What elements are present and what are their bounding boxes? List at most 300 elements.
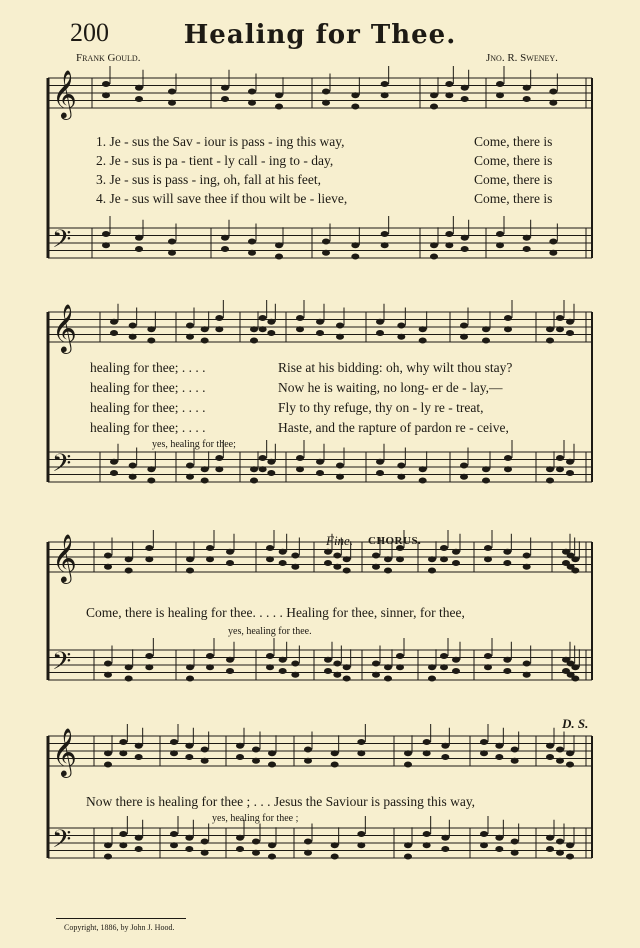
note-head — [250, 338, 258, 344]
note-head — [168, 100, 176, 106]
note-head — [125, 568, 133, 574]
note-head — [147, 338, 155, 344]
note-head — [129, 463, 137, 469]
echo-text: yes, healing for thee. — [228, 626, 312, 637]
verse-line: Je - sus the Sav - iour is pass - ing this way, — [109, 134, 345, 149]
note-head — [215, 315, 223, 321]
note-head — [296, 455, 304, 461]
note-head — [428, 556, 436, 562]
note-head — [480, 842, 488, 848]
verse-line: Je - sus is pass - ing, oh, fall at his feet, — [109, 172, 321, 187]
note-head — [496, 231, 504, 237]
note-head — [267, 319, 275, 325]
note-head — [549, 89, 557, 95]
note-head — [496, 81, 504, 87]
note-head — [226, 560, 234, 566]
note-head — [333, 564, 341, 570]
note-head — [135, 835, 143, 841]
note-head — [372, 564, 380, 570]
note-head — [186, 664, 194, 670]
note-head — [170, 831, 178, 837]
note-head — [452, 657, 460, 663]
note-head — [441, 846, 449, 852]
note-head — [484, 664, 492, 670]
note-head — [168, 239, 176, 245]
note-head — [496, 242, 504, 248]
note-head — [441, 835, 449, 841]
note-head — [480, 831, 488, 837]
note-head — [336, 323, 344, 329]
note-head — [185, 754, 193, 760]
note-head — [376, 459, 384, 465]
note-head — [333, 553, 341, 559]
note-head — [381, 242, 389, 248]
note-head — [419, 326, 427, 332]
note-head — [296, 466, 304, 472]
refrain-start: healing for thee; . . . . — [90, 420, 206, 435]
note-head — [201, 326, 209, 332]
note-head — [445, 81, 453, 87]
note-head — [104, 854, 112, 860]
note-head — [221, 96, 229, 102]
note-head — [206, 545, 214, 551]
note-head — [186, 334, 194, 340]
note-head — [206, 556, 214, 562]
note-head — [404, 854, 412, 860]
note-head — [351, 242, 359, 248]
note-head — [170, 750, 178, 756]
note-head — [351, 104, 359, 110]
note-head — [419, 338, 427, 344]
note-head — [357, 842, 365, 848]
note-head — [503, 549, 511, 555]
note-head — [201, 850, 209, 856]
note-head — [226, 668, 234, 674]
note-head — [441, 754, 449, 760]
hymn-title: Healing for Thee. — [183, 20, 457, 50]
note-head — [343, 568, 351, 574]
note-head — [495, 743, 503, 749]
note-head — [145, 664, 153, 670]
note-head — [419, 466, 427, 472]
verse-end: Come, there is — [474, 191, 553, 206]
composer-credit: Jno. R. Sweney. — [486, 52, 558, 64]
note-head — [268, 762, 276, 768]
note-head — [252, 747, 260, 753]
note-head — [316, 330, 324, 336]
note-head — [397, 463, 405, 469]
refrain-start: healing for thee; . . . . — [90, 360, 206, 375]
note-head — [221, 246, 229, 252]
note-head — [135, 754, 143, 760]
page-number: 200 — [70, 18, 109, 47]
note-head — [275, 104, 283, 110]
note-head — [452, 668, 460, 674]
note-head — [296, 326, 304, 332]
note-head — [546, 754, 554, 760]
refrain-start: healing for thee; . . . . — [90, 380, 206, 395]
note-head — [185, 835, 193, 841]
note-head — [523, 96, 531, 102]
note-head — [504, 315, 512, 321]
note-head — [546, 466, 554, 472]
note-head — [333, 661, 341, 667]
verse-line: Je - sus will save thee if thou wilt be - lieve, — [109, 191, 348, 206]
note-head — [259, 326, 267, 332]
note-head — [316, 459, 324, 465]
note-head — [523, 85, 531, 91]
note-head — [236, 743, 244, 749]
note-head — [304, 839, 312, 845]
note-head — [266, 545, 274, 551]
note-head — [236, 846, 244, 852]
note-head — [430, 104, 438, 110]
note-head — [566, 842, 574, 848]
note-head — [145, 545, 153, 551]
note-head — [482, 338, 490, 344]
note-head — [396, 664, 404, 670]
note-head — [324, 657, 332, 663]
note-head — [523, 246, 531, 252]
note-head — [430, 254, 438, 260]
note-head — [129, 334, 137, 340]
note-head — [482, 478, 490, 484]
echo-text: yes, healing for thee ; — [212, 813, 299, 824]
note-head — [440, 653, 448, 659]
note-head — [186, 323, 194, 329]
note-head — [423, 750, 431, 756]
note-head — [186, 676, 194, 682]
clefs — [52, 69, 77, 860]
note-head — [215, 455, 223, 461]
note-head — [125, 556, 133, 562]
note-head — [404, 842, 412, 848]
note-head — [404, 750, 412, 756]
note-head — [266, 664, 274, 670]
note-head — [125, 676, 133, 682]
note-head — [250, 326, 258, 332]
verse-line: Now he is waiting, no long- er de - lay,— — [278, 380, 503, 395]
note-head — [110, 459, 118, 465]
note-head — [185, 743, 193, 749]
note-head — [250, 478, 258, 484]
note-head — [351, 92, 359, 98]
note-head — [523, 564, 531, 570]
chorus-label: CHORUS. — [368, 535, 422, 547]
note-head — [119, 831, 127, 837]
note-head — [546, 743, 554, 749]
note-head — [322, 239, 330, 245]
copyright: Copyright, 1886, by John J. Hood. — [64, 923, 175, 932]
note-head — [511, 758, 519, 764]
note-head — [201, 338, 209, 344]
note-head — [201, 478, 209, 484]
note-head — [168, 250, 176, 256]
note-head — [441, 743, 449, 749]
note-head — [215, 326, 223, 332]
note-head — [357, 831, 365, 837]
note-head — [566, 459, 574, 465]
note-head — [343, 556, 351, 562]
note-head — [135, 85, 143, 91]
treble-clef: 𝄞 — [52, 533, 77, 582]
note-head — [484, 653, 492, 659]
note-head — [129, 323, 137, 329]
note-head — [221, 235, 229, 241]
note-head — [503, 560, 511, 566]
note-head — [324, 549, 332, 555]
note-head — [571, 556, 579, 562]
note-head — [170, 842, 178, 848]
note-head — [259, 315, 267, 321]
note-head — [215, 466, 223, 472]
note-head — [186, 556, 194, 562]
note-head — [461, 235, 469, 241]
note-head — [324, 560, 332, 566]
note-head — [504, 466, 512, 472]
note-head — [304, 747, 312, 753]
note-head — [268, 842, 276, 848]
note-head — [104, 661, 112, 667]
note-head — [145, 653, 153, 659]
note-head — [201, 758, 209, 764]
note-head — [556, 315, 564, 321]
note-head — [546, 326, 554, 332]
verse-end: Come, there is — [474, 134, 553, 149]
echo-text: yes, healing for thee; — [152, 439, 236, 450]
note-head — [147, 478, 155, 484]
note-head — [102, 92, 110, 98]
note-head — [546, 338, 554, 344]
note-head — [511, 747, 519, 753]
verse-end: Come, there is — [474, 172, 553, 187]
bass-clef: 𝄢 — [52, 647, 72, 682]
lyricist-credit: Frank Gould. — [76, 52, 141, 64]
note-head — [445, 92, 453, 98]
note-head — [104, 672, 112, 678]
note-head — [279, 560, 287, 566]
note-head — [511, 850, 519, 856]
note-head — [267, 470, 275, 476]
note-head — [186, 463, 194, 469]
verse-number: 4. — [96, 191, 107, 206]
refrain-start: healing for thee; . . . . — [90, 400, 206, 415]
note-head — [135, 743, 143, 749]
note-head — [170, 739, 178, 745]
note-head — [279, 668, 287, 674]
note-head — [248, 239, 256, 245]
note-head — [504, 326, 512, 332]
note-head — [135, 846, 143, 852]
bass-clef: 𝄢 — [52, 449, 72, 484]
note-head — [267, 459, 275, 465]
note-head — [119, 739, 127, 745]
note-head — [336, 334, 344, 340]
note-head — [460, 463, 468, 469]
note-head — [291, 553, 299, 559]
note-head — [461, 96, 469, 102]
verse-number: 3. — [96, 172, 107, 187]
note-head — [343, 664, 351, 670]
note-head — [384, 676, 392, 682]
bass-clef: 𝄢 — [52, 825, 72, 860]
note-head — [571, 676, 579, 682]
note-head — [201, 839, 209, 845]
note-head — [110, 470, 118, 476]
verse-number: 1. — [96, 134, 107, 149]
note-head — [275, 254, 283, 260]
note-head — [452, 560, 460, 566]
note-head — [504, 455, 512, 461]
note-head — [482, 326, 490, 332]
note-head — [119, 842, 127, 848]
note-head — [104, 762, 112, 768]
note-head — [428, 676, 436, 682]
chorus-lyric: Come, there is healing for thee. . . . . Healing for thee, sinner, for thee, — [86, 605, 465, 620]
note-head — [556, 455, 564, 461]
note-head — [480, 739, 488, 745]
note-head — [440, 556, 448, 562]
note-head — [496, 92, 504, 98]
note-head — [248, 89, 256, 95]
note-head — [495, 835, 503, 841]
note-head — [566, 762, 574, 768]
note-head — [291, 661, 299, 667]
note-head — [428, 568, 436, 574]
note-head — [104, 750, 112, 756]
note-head — [461, 246, 469, 252]
note-head — [268, 854, 276, 860]
footer-rule — [56, 918, 186, 919]
note-head — [206, 664, 214, 670]
verse-line: Fly to thy refuge, thy on - ly re - treat, — [278, 400, 484, 415]
note-head — [147, 326, 155, 332]
note-head — [480, 750, 488, 756]
note-head — [376, 330, 384, 336]
note-head — [452, 549, 460, 555]
note-head — [566, 750, 574, 756]
note-head — [250, 466, 258, 472]
note-head — [102, 81, 110, 87]
note-head — [135, 246, 143, 252]
verse-end: Come, there is — [474, 153, 553, 168]
note-head — [104, 842, 112, 848]
note-head — [267, 330, 275, 336]
note-head — [104, 553, 112, 559]
note-head — [423, 831, 431, 837]
note-head — [381, 81, 389, 87]
verse-line: Haste, and the rapture of pardon re - ceive, — [278, 420, 509, 435]
note-head — [129, 474, 137, 480]
note-head — [259, 455, 267, 461]
note-head — [419, 478, 427, 484]
note-head — [279, 657, 287, 663]
note-head — [336, 474, 344, 480]
note-head — [460, 334, 468, 340]
note-head — [343, 676, 351, 682]
note-head — [503, 657, 511, 663]
note-head — [397, 323, 405, 329]
note-head — [556, 839, 564, 845]
note-head — [440, 545, 448, 551]
note-head — [523, 661, 531, 667]
note-head — [296, 315, 304, 321]
note-head — [226, 657, 234, 663]
note-head — [331, 842, 339, 848]
note-head — [556, 758, 564, 764]
note-head — [546, 846, 554, 852]
note-head — [275, 92, 283, 98]
verse-number: 2. — [96, 153, 107, 168]
note-head — [430, 242, 438, 248]
note-head — [304, 758, 312, 764]
note-head — [381, 231, 389, 237]
note-head — [102, 231, 110, 237]
note-head — [322, 100, 330, 106]
bass-clef: 𝄢 — [52, 225, 72, 260]
note-head — [102, 242, 110, 248]
note-head — [445, 231, 453, 237]
note-head — [333, 672, 341, 678]
note-head — [322, 89, 330, 95]
note-head — [357, 750, 365, 756]
note-head — [279, 549, 287, 555]
note-head — [566, 470, 574, 476]
note-head — [322, 250, 330, 256]
note-head — [291, 564, 299, 570]
note-head — [316, 319, 324, 325]
note-head — [556, 850, 564, 856]
note-head — [549, 100, 557, 106]
chorus-lyric: Now there is healing for thee ; . . . Jesus the Saviour is passing this way, — [86, 794, 476, 809]
note-head — [135, 96, 143, 102]
note-head — [556, 326, 564, 332]
note-head — [503, 668, 511, 674]
note-head — [236, 754, 244, 760]
note-head — [316, 470, 324, 476]
note-head — [404, 762, 412, 768]
note-head — [324, 668, 332, 674]
note-head — [248, 100, 256, 106]
note-head — [331, 854, 339, 860]
note-head — [495, 754, 503, 760]
note-head — [119, 750, 127, 756]
note-head — [372, 553, 380, 559]
note-head — [523, 672, 531, 678]
note-head — [331, 750, 339, 756]
note-head — [566, 319, 574, 325]
note-head — [460, 474, 468, 480]
note-head — [423, 739, 431, 745]
note-head — [226, 549, 234, 555]
note-head — [381, 92, 389, 98]
note-head — [396, 556, 404, 562]
note-head — [460, 323, 468, 329]
note-head — [384, 556, 392, 562]
note-head — [110, 319, 118, 325]
treble-clef: 𝄞 — [52, 303, 77, 352]
note-head — [259, 466, 267, 472]
note-head — [201, 466, 209, 472]
note-head — [147, 466, 155, 472]
note-head — [397, 474, 405, 480]
note-head — [372, 661, 380, 667]
note-head — [511, 839, 519, 845]
note-head — [351, 254, 359, 260]
note-head — [495, 846, 503, 852]
note-head — [110, 330, 118, 336]
note-head — [104, 564, 112, 570]
